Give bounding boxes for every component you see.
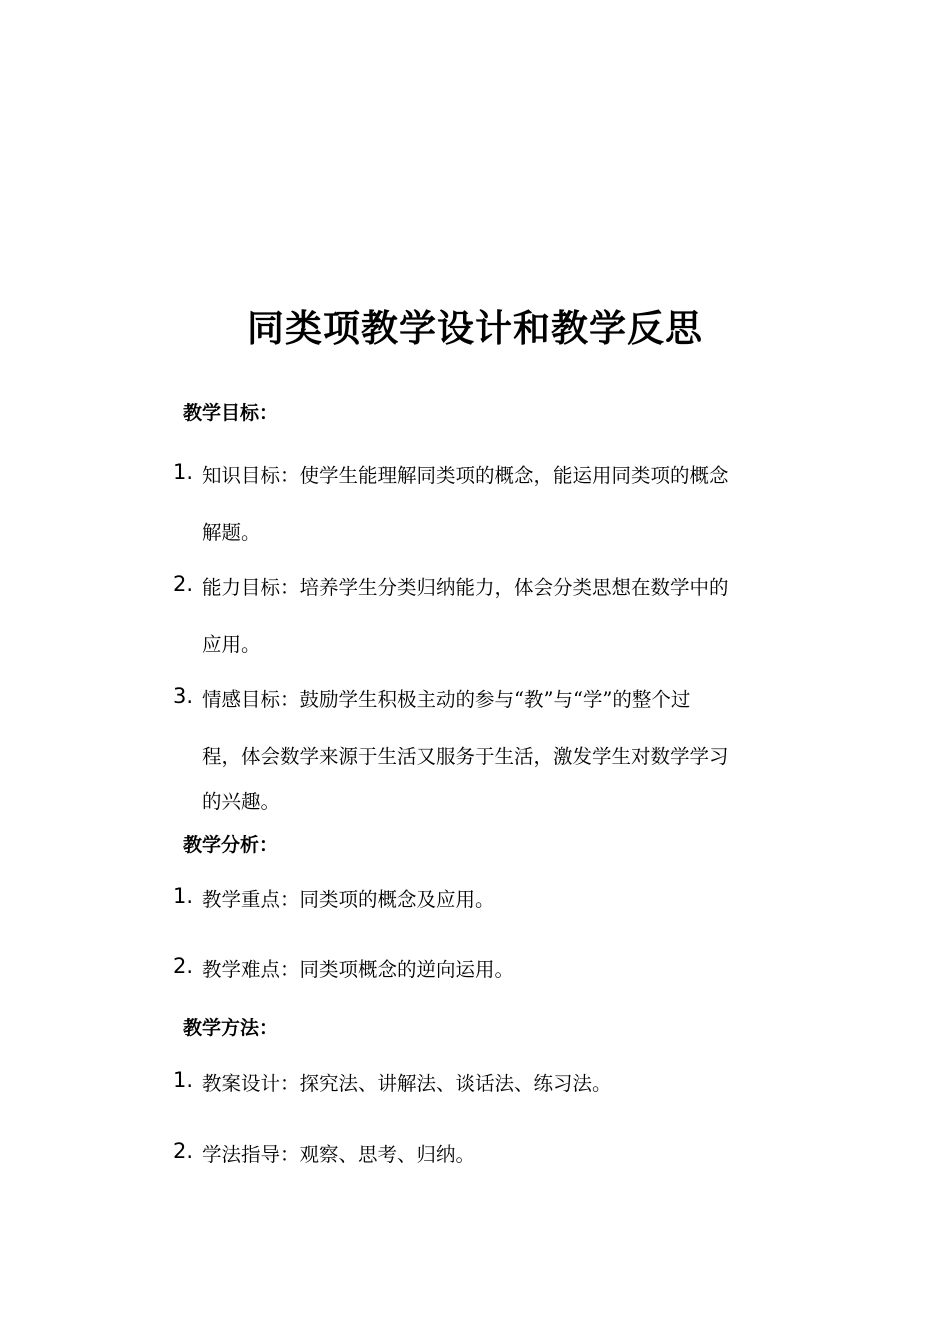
list-number: 2. [173, 1139, 194, 1163]
section-heading-analysis: 教学分析： [183, 834, 279, 856]
list-number: 3. [173, 684, 194, 708]
list-item-text: 应用。 [202, 633, 261, 656]
list-item-text: 程，体会数学来源于生活又服务于生活，激发学生对数学学习 [202, 745, 729, 768]
list-number: 1. [173, 460, 194, 484]
section-heading-objectives: 教学目标： [183, 402, 279, 424]
section-heading-methods: 教学方法： [183, 1017, 279, 1039]
list-item-text: 教案设计：探究法、讲解法、谈话法、练习法。 [202, 1072, 612, 1095]
list-item-text: 知识目标：使学生能理解同类项的概念，能运用同类项的概念 [202, 464, 729, 487]
list-item-text: 解题。 [202, 521, 261, 544]
list-number: 2. [173, 954, 194, 978]
list-item-text: 情感目标：鼓励学生积极主动的参与“教”与“学”的整个过 [202, 688, 691, 711]
list-number: 1. [173, 884, 194, 908]
document-title: 同类项教学设计和教学反思 [247, 307, 703, 350]
list-item-text: 教学重点：同类项的概念及应用。 [202, 888, 495, 911]
list-item-text: 能力目标：培养学生分类归纳能力，体会分类思想在数学中的 [202, 576, 729, 599]
list-number: 1. [173, 1068, 194, 1092]
list-number: 2. [173, 572, 194, 596]
list-item-text: 学法指导：观察、思考、归纳。 [202, 1143, 476, 1166]
list-item-text: 教学难点：同类项概念的逆向运用。 [202, 958, 515, 981]
list-item-text: 的兴趣。 [202, 790, 281, 813]
